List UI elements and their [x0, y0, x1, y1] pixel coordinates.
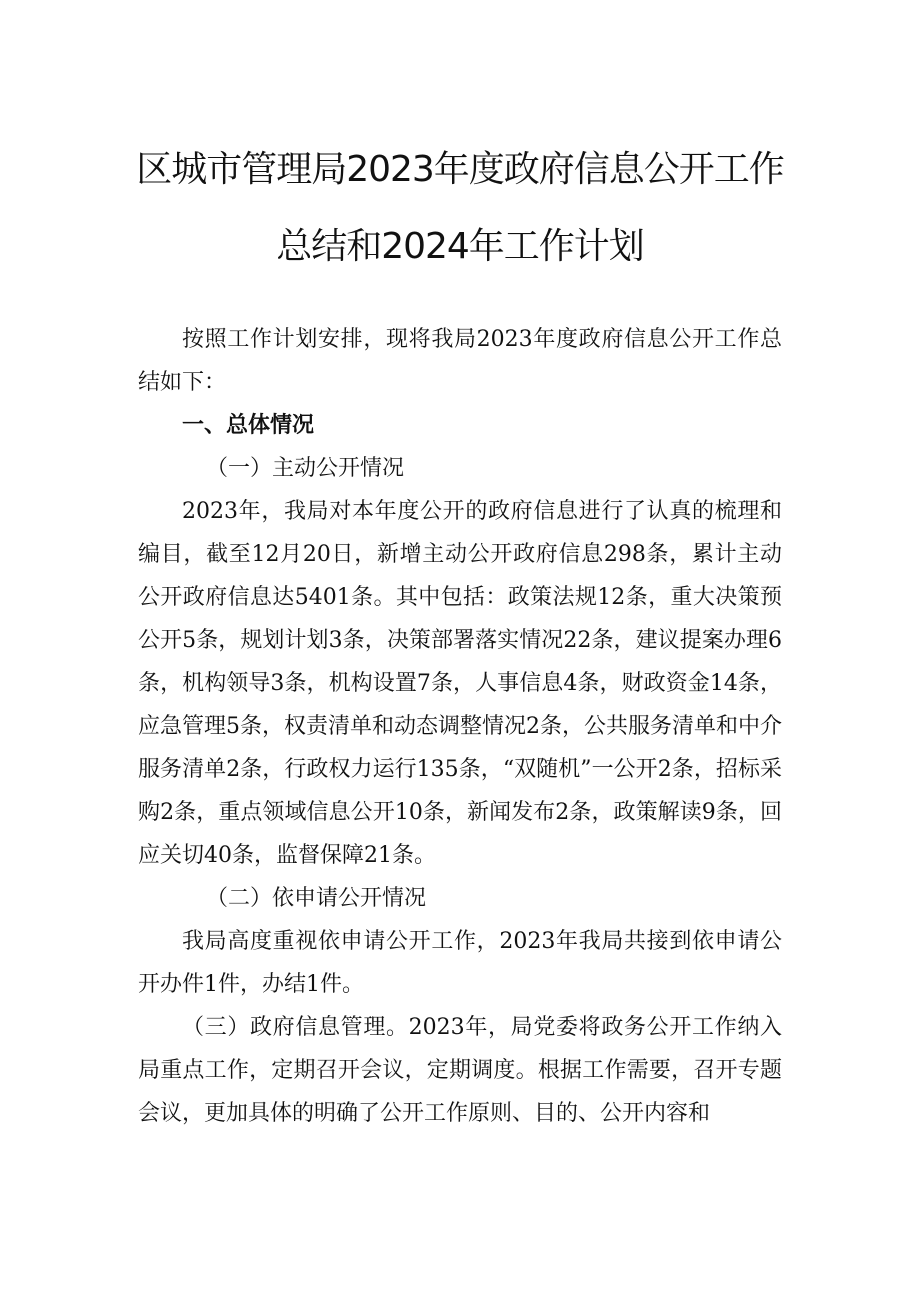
subsection-2-paragraph: 我局高度重视依申请公开工作，2023年我局共接到依申请公开办件1件，办结1件。	[138, 929, 782, 997]
section-1-heading: 一、总体情况	[182, 413, 315, 438]
subsection-2-heading: （二）依申请公开情况	[206, 886, 427, 911]
document-title-line-2: 总结和2024年工作计划	[276, 226, 644, 267]
subsection-3-paragraph: （三）政府信息管理。2023年，局党委将政务公开工作纳入局重点工作，定期召开会议，定期调度。根据工作需要，召开专题会议，更加具体的明确了公开工作原则、目的、公开内容和	[138, 1015, 782, 1126]
subsection-1-paragraph: 2023年，我局对本年度公开的政府信息进行了认真的梳理和编目，截至12月20日，新增主动公开政府信息298条，累计主动公开政府信息达5401条。其中包括：政策法规12条，重大决策预公开5条，规划计划3条，决策部署落实情况22条，建议提案办理6条，机构领导3条，机构设置7条，人事信息4条，财政资金14条，应急管理5条，权责清单和动态调整情况2条，公共服务清单和中介服务清单2条，行政权力运行135条，“双随机”一公开2条，招标采购2条，重点领域信息公开10条，新闻发布2条，政策解读9条，回应关切40条，监督保障21条。	[138, 499, 782, 868]
document-body	[138, 318, 782, 1135]
intro-paragraph: 按照工作计划安排，现将我局2023年度政府信息公开工作总结如下：	[138, 327, 782, 395]
subsection-1-heading: （一）主动公开情况	[206, 456, 405, 481]
document-title-line-1: 区城市管理局2023年度政府信息公开工作	[136, 149, 784, 190]
